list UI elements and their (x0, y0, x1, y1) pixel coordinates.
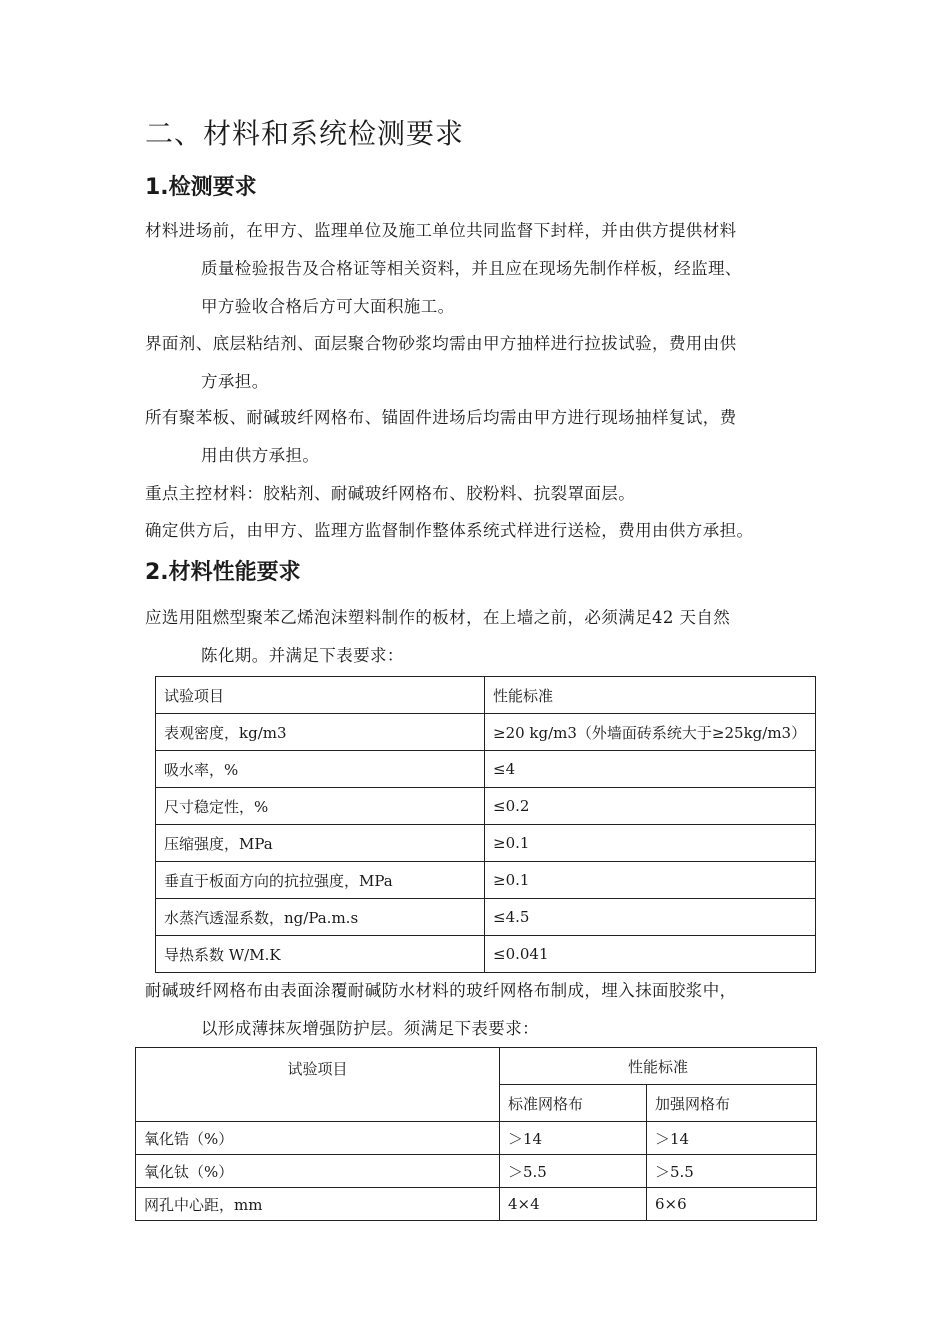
table-cell: 水蒸汽透湿系数，ng/Pa.m.s (156, 899, 485, 936)
paragraph-line: 陈化期。并满足下表要求： (201, 646, 404, 665)
table-header-row (156, 677, 816, 714)
table-row (136, 1188, 817, 1221)
paragraph-key-materials (145, 475, 825, 513)
table-subheader-cell: 标准网格布 (500, 1085, 647, 1122)
paragraph-line: 耐碱玻纤网格布由表面涂覆耐碱防水材料的玻纤网格布制成，埋入抹面胶浆中， (145, 981, 737, 1000)
table-cell: 尺寸稳定性，% (156, 788, 485, 825)
paragraph-line: 质量检验报告及合格证等相关资料，并且应在现场先制作样板，经监理、 (201, 259, 742, 278)
paragraph-line: 所有聚苯板、耐碱玻纤网格布、锚固件进场后均需由甲方进行现场抽样复试，费 (145, 408, 737, 427)
table-subheader-cell: 加强网格布 (647, 1085, 817, 1122)
table-row (156, 899, 816, 936)
table-row (156, 714, 816, 751)
table-cell: ≤4.5 (485, 899, 816, 936)
section-title: 二、材料和系统检测要求 (145, 117, 465, 150)
table-row (156, 862, 816, 899)
paragraph-resampling (145, 399, 825, 475)
table-cell: ＞5.5 (500, 1155, 647, 1188)
table-cell: ≤4 (485, 751, 816, 788)
eps-performance-table (155, 676, 816, 973)
subsection-title-1: 1.检测要求 (145, 175, 257, 200)
table-header-cell: 性能标准 (500, 1048, 817, 1085)
paragraph-line: 确定供方后，由甲方、监理方监督制作整体系统式样进行送检，费用由供方承担。 (145, 521, 754, 540)
table-cell: 氧化钛（%） (136, 1155, 500, 1188)
table-row (136, 1122, 817, 1155)
table-cell: ≥0.1 (485, 825, 816, 862)
paragraph-line: 以形成薄抹灰增强防护层。须满足下表要求： (201, 1019, 539, 1038)
paragraph-line: 甲方验收合格后方可大面积施工。 (201, 297, 455, 316)
mesh-performance-table (135, 1047, 817, 1221)
paragraph-system-inspection (145, 512, 825, 550)
table-cell: ＞14 (647, 1122, 817, 1155)
paragraph-line: 应选用阻燃型聚苯乙烯泡沫塑料制作的板材，在上墙之前，必须满足42 天自然 (145, 608, 731, 627)
table-cell: ≥0.1 (485, 862, 816, 899)
table-row (156, 936, 816, 973)
paragraph-mesh (145, 972, 825, 1048)
table-cell: 导热系数 W/M.K (156, 936, 485, 973)
table-cell: 4×4 (500, 1188, 647, 1221)
table-row (136, 1155, 817, 1188)
table-header-cell: 试验项目 (136, 1048, 500, 1122)
table-cell: 垂直于板面方向的抗拉强度，MPa (156, 862, 485, 899)
paragraph-line: 用由供方承担。 (201, 446, 320, 465)
table-cell: ≥20 kg/m3（外墙面砖系统大于≥25kg/m3） (485, 714, 816, 751)
paragraph-eps-board (145, 599, 825, 675)
table-header-cell: 性能标准 (485, 677, 816, 714)
table-row (156, 825, 816, 862)
table-cell: 表观密度，kg/m3 (156, 714, 485, 751)
table-row (156, 788, 816, 825)
table-cell: 网孔中心距，mm (136, 1188, 500, 1221)
table-cell: 吸水率，% (156, 751, 485, 788)
table-cell: ＞5.5 (647, 1155, 817, 1188)
table-header-row (136, 1048, 817, 1085)
paragraph-line: 界面剂、底层粘结剂、面层聚合物砂浆均需由甲方抽样进行拉拔试验，费用由供 (145, 334, 737, 353)
subsection-title-2: 2.材料性能要求 (145, 560, 301, 585)
table-cell: 压缩强度，MPa (156, 825, 485, 862)
table-cell: ≤0.041 (485, 936, 816, 973)
paragraph-sealing-samples (145, 212, 825, 326)
paragraph-pull-test (145, 325, 825, 401)
table-header-cell: 试验项目 (156, 677, 485, 714)
paragraph-line: 方承担。 (201, 372, 269, 391)
table-cell: ＞14 (500, 1122, 647, 1155)
table-cell: 6×6 (647, 1188, 817, 1221)
paragraph-line: 材料进场前，在甲方、监理单位及施工单位共同监督下封样，并由供方提供材料 (145, 221, 737, 240)
table-cell: ≤0.2 (485, 788, 816, 825)
table-row (156, 751, 816, 788)
table-cell: 氧化锆（%） (136, 1122, 500, 1155)
paragraph-line: 重点主控材料：胶粘剂、耐碱玻纤网格布、胶粉料、抗裂罩面层。 (145, 484, 636, 503)
